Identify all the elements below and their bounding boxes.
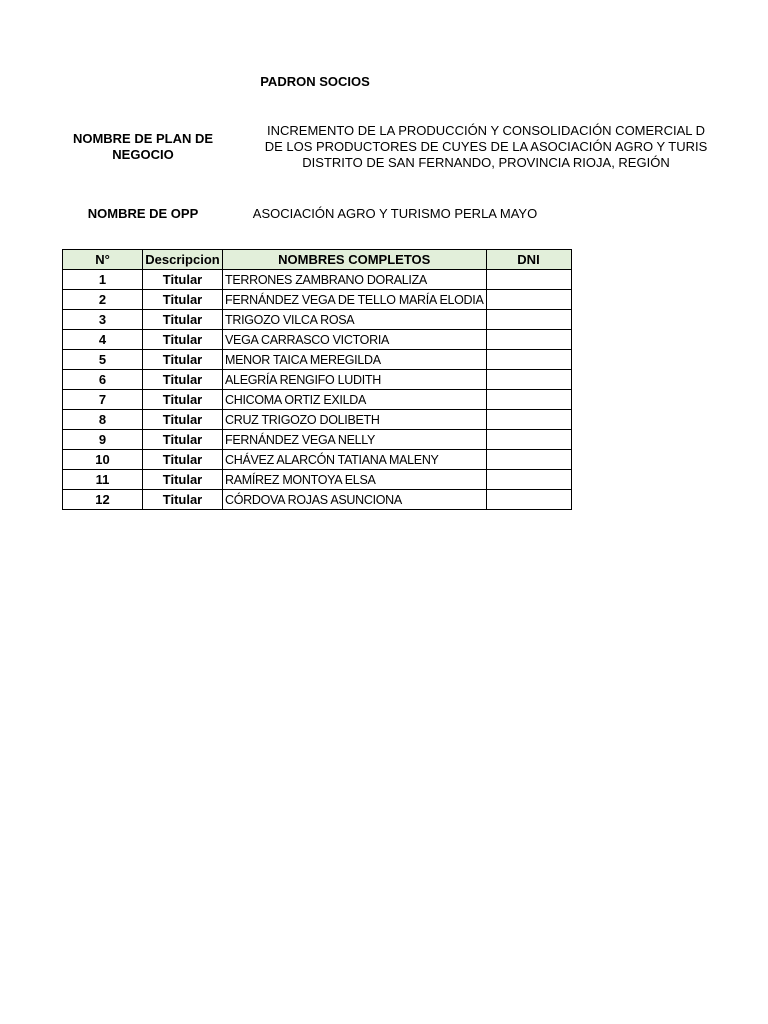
table-row <box>63 470 572 490</box>
row-number: 10 <box>63 450 143 470</box>
row-dni <box>486 430 571 450</box>
table-row <box>63 410 572 430</box>
row-full-name: FERNÁNDEZ VEGA DE TELLO MARÍA ELODIA <box>223 290 487 310</box>
row-description: Titular <box>143 290 223 310</box>
row-description: Titular <box>143 270 223 290</box>
row-full-name: MENOR TAICA MEREGILDA <box>223 350 487 370</box>
header-dni: DNI <box>486 250 571 270</box>
row-number: 11 <box>63 470 143 490</box>
table-row <box>63 270 572 290</box>
row-dni <box>486 270 571 290</box>
plan-name-cell <box>226 123 708 175</box>
table-header-row <box>63 250 572 270</box>
row-dni <box>486 290 571 310</box>
row-dni <box>486 450 571 470</box>
row-dni <box>486 310 571 330</box>
row-number: 1 <box>63 270 143 290</box>
row-number: 12 <box>63 490 143 510</box>
table-row <box>63 490 572 510</box>
table-body <box>63 270 572 510</box>
row-dni <box>486 330 571 350</box>
plan-label-line: NEGOCIO <box>112 147 174 162</box>
row-dni <box>486 410 571 430</box>
table-row <box>63 430 572 450</box>
row-full-name: CHICOMA ORTIZ EXILDA <box>223 390 487 410</box>
table-row <box>63 290 572 310</box>
members-table <box>62 249 572 510</box>
row-dni <box>486 370 571 390</box>
row-full-name: CRUZ TRIGOZO DOLIBETH <box>223 410 487 430</box>
page-title: PADRON SOCIOS <box>260 74 370 89</box>
row-number: 6 <box>63 370 143 390</box>
row-full-name: TERRONES ZAMBRANO DORALIZA <box>223 270 487 290</box>
row-number: 9 <box>63 430 143 450</box>
row-dni <box>486 470 571 490</box>
opp-label: NOMBRE DE OPP <box>87 206 199 221</box>
plan-name-line: INCREMENTO DE LA PRODUCCIÓN Y CONSOLIDACIÓN COMERCIAL D <box>267 123 705 138</box>
row-dni <box>486 350 571 370</box>
header-number: N° <box>63 250 143 270</box>
row-number: 3 <box>63 310 143 330</box>
row-full-name: TRIGOZO VILCA ROSA <box>223 310 487 330</box>
row-dni <box>486 390 571 410</box>
plan-name-line: DISTRITO DE SAN FERNANDO, PROVINCIA RIOJA, REGIÓN <box>302 155 670 170</box>
row-full-name: FERNÁNDEZ VEGA NELLY <box>223 430 487 450</box>
row-description: Titular <box>143 450 223 470</box>
row-full-name: ALEGRÍA RENGIFO LUDITH <box>223 370 487 390</box>
plan-name-text <box>226 123 746 171</box>
plan-label-line: NOMBRE DE PLAN DE <box>72 131 214 146</box>
row-description: Titular <box>143 410 223 430</box>
row-dni <box>486 490 571 510</box>
table-row <box>63 450 572 470</box>
table-row <box>63 310 572 330</box>
row-number: 5 <box>63 350 143 370</box>
table-row <box>63 330 572 350</box>
row-description: Titular <box>143 390 223 410</box>
header-full-name: NOMBRES COMPLETOS <box>223 250 487 270</box>
header-description: Descripcion <box>143 250 223 270</box>
row-full-name: CÓRDOVA ROJAS ASUNCIONA <box>223 490 487 510</box>
row-full-name: RAMÍREZ MONTOYA ELSA <box>223 470 487 490</box>
plan-name-line: DE LOS PRODUCTORES DE CUYES DE LA ASOCIACIÓN AGRO Y TURIS <box>264 139 708 154</box>
row-number: 4 <box>63 330 143 350</box>
row-number: 2 <box>63 290 143 310</box>
table-row <box>63 350 572 370</box>
row-description: Titular <box>143 490 223 510</box>
row-description: Titular <box>143 310 223 330</box>
row-full-name: CHÁVEZ ALARCÓN TATIANA MALENY <box>223 450 487 470</box>
row-full-name: VEGA CARRASCO VICTORIA <box>223 330 487 350</box>
row-description: Titular <box>143 350 223 370</box>
opp-value: ASOCIACIÓN AGRO Y TURISMO PERLA MAYO <box>252 206 538 221</box>
row-description: Titular <box>143 470 223 490</box>
table-row <box>63 370 572 390</box>
row-description: Titular <box>143 370 223 390</box>
row-description: Titular <box>143 430 223 450</box>
table-row <box>63 390 572 410</box>
plan-label <box>68 131 218 163</box>
row-number: 8 <box>63 410 143 430</box>
row-number: 7 <box>63 390 143 410</box>
row-description: Titular <box>143 330 223 350</box>
